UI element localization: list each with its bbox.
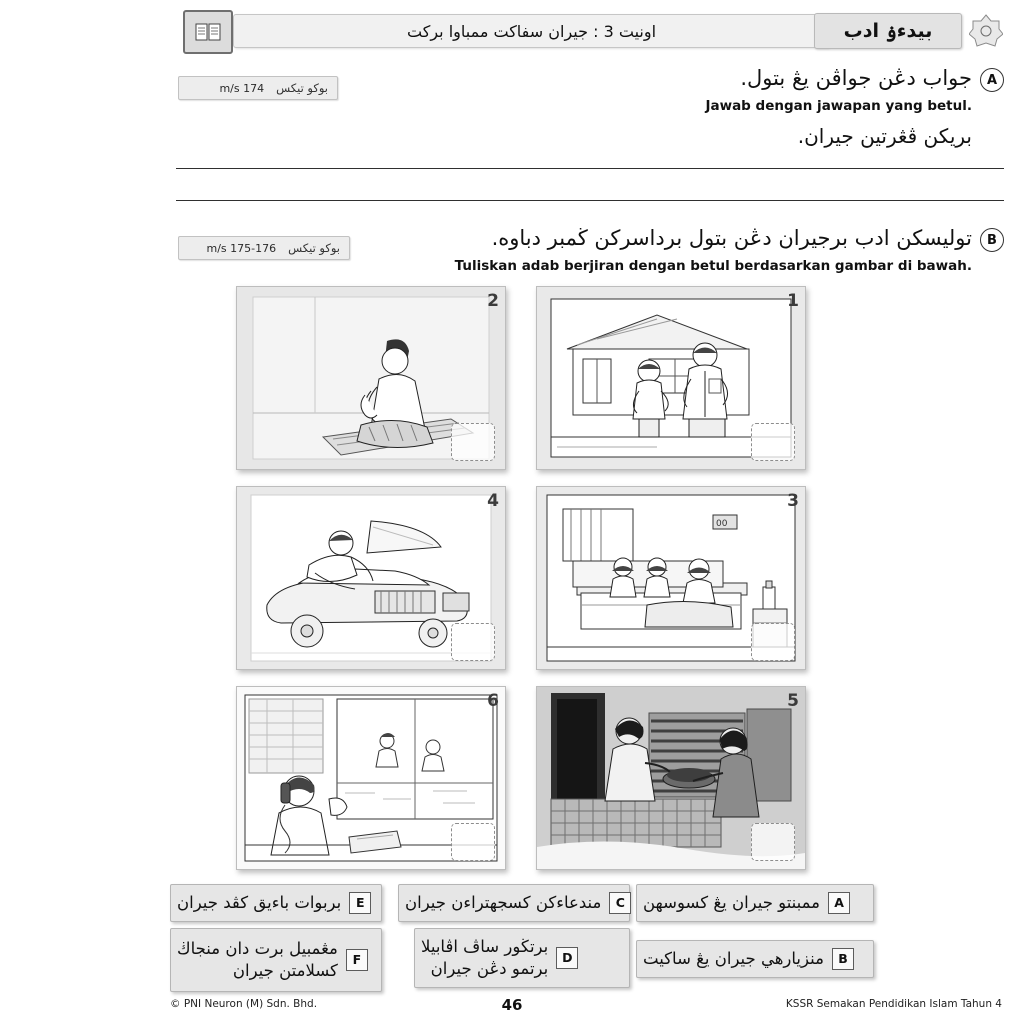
- answer-box-6[interactable]: [451, 823, 495, 861]
- reference-pages-b: m/s 175-176: [206, 241, 277, 255]
- question-b-marker: B: [980, 228, 1004, 252]
- option-text-c: مندعاءكن كسجهتراءن جيران: [405, 892, 602, 912]
- footer-page-number: 46: [501, 996, 523, 1014]
- answer-box-3[interactable]: [751, 623, 795, 661]
- reference-label-b: بوكو تيكس: [288, 241, 340, 255]
- picture-number-2: 2: [487, 291, 499, 311]
- option-text-b: منزيارهي جيران يڠ ساكيت: [643, 948, 824, 968]
- ornament-icon: [966, 10, 1006, 50]
- option-chip-a[interactable]: [636, 884, 874, 922]
- answer-box-1[interactable]: [751, 423, 795, 461]
- option-tag-d: D: [556, 947, 578, 969]
- option-text-a: ممبنتو جيران يڠ كسوسهن: [643, 892, 821, 912]
- picture-number-5: 5: [787, 691, 799, 711]
- picture-cell-1[interactable]: [536, 286, 806, 470]
- option-text-e: بربوات باءيق كڤد جيران: [177, 892, 342, 912]
- svg-text:00: 00: [716, 519, 728, 529]
- question-a-rumi: Jawab dengan jawapan yang betul.: [705, 98, 972, 114]
- page-header: [175, 10, 1006, 54]
- reference-chip-a: [178, 76, 338, 100]
- book-icon: [183, 10, 233, 54]
- answer-box-2[interactable]: [451, 423, 495, 461]
- answer-box-4[interactable]: [451, 623, 495, 661]
- picture-number-3: 3: [787, 491, 799, 511]
- picture-number-6: 6: [487, 691, 499, 711]
- answer-line-1[interactable]: [176, 168, 1004, 169]
- option-chip-e[interactable]: [170, 884, 382, 922]
- question-a-marker: A: [980, 68, 1004, 92]
- answer-box-5[interactable]: [751, 823, 795, 861]
- option-tag-e: E: [349, 892, 371, 914]
- option-chip-d[interactable]: [414, 928, 630, 988]
- option-chip-c[interactable]: [398, 884, 630, 922]
- option-tag-b: B: [832, 948, 854, 970]
- answer-line-2[interactable]: [176, 200, 1004, 201]
- option-text-d: برتڬور ساڤ اڤابيلا برتمو دڠن جيران: [421, 936, 549, 978]
- picture-grid: [236, 286, 804, 874]
- reference-pages-a: m/s 174: [219, 81, 265, 95]
- picture-cell-2[interactable]: [236, 286, 506, 470]
- footer-copyright: © PNI Neuron (M) Sdn. Bhd.: [170, 998, 318, 1010]
- question-a-sub: بريكن ڤڠرتين جيران.: [797, 124, 972, 148]
- option-chip-f[interactable]: [170, 928, 382, 992]
- option-tag-a: A: [828, 892, 850, 914]
- picture-cell-3[interactable]: [536, 486, 806, 670]
- picture-cell-4[interactable]: [236, 486, 506, 670]
- picture-cell-5[interactable]: [536, 686, 806, 870]
- picture-number-1: 1: [787, 291, 799, 311]
- footer-series: KSSR Semakan Pendidikan Islam Tahun 4: [785, 998, 1002, 1010]
- question-a-jawi: جواب دڠن جواڤن يڠ بتول.: [740, 66, 972, 90]
- option-text-f: مڠمبيل برت دان منجاڬ كسلامتن جيران: [177, 938, 338, 980]
- question-b-jawi: توليسكن ادب برجيران دڠن بتول برداسركن ڬمبر دباوه.: [491, 226, 972, 250]
- reference-chip-b: [178, 236, 350, 260]
- unit-title: اونيت 3 : جيران سفاكت ممباوا بركت: [233, 14, 830, 48]
- subject-title: بيدءۏ ادب: [814, 13, 962, 49]
- option-tag-f: F: [346, 949, 368, 971]
- picture-number-4: 4: [487, 491, 499, 511]
- reference-label-a: بوكو تيكس: [276, 81, 328, 95]
- option-tag-c: C: [609, 892, 631, 914]
- option-chip-b[interactable]: [636, 940, 874, 978]
- question-b-rumi: Tuliskan adab berjiran dengan betul berdasarkan gambar di bawah.: [454, 258, 972, 274]
- picture-cell-6[interactable]: [236, 686, 506, 870]
